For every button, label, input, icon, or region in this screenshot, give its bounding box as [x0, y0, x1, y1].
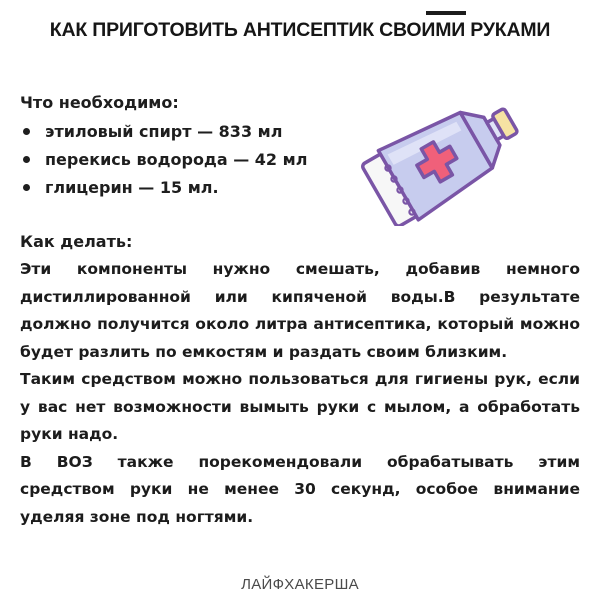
method-text [20, 256, 580, 531]
top-rule [426, 11, 466, 15]
ingredient-text: перекись водорода — 42 мл [45, 150, 308, 169]
brand-footer: ЛАЙФХАКЕРША [241, 576, 359, 593]
ingredient-text: глицерин — 15 мл. [45, 178, 219, 197]
paragraph: Таким средством можно пользоваться для гигиены рук, если у вас нет возможности вымыть руки с мылом, а обработать руки надо. [20, 370, 580, 443]
paragraph: Эти компоненты нужно смешать, добавив немного дистиллированной или кипяченой воды.В результате должно получится около литра антисептика, который можно будет разлить по емкостям и раздать своим близким. [20, 260, 580, 361]
ingredients-heading: Что необходимо: [20, 93, 179, 112]
bullet-icon [23, 156, 30, 163]
paragraph: В ВОЗ также порекомендовали обрабатывать этим средством руки не менее 30 секунд, особое внимание уделяя зоне под ногтями. [20, 452, 580, 526]
page-title: КАК ПРИГОТОВИТЬ АНТИСЕПТИК СВОИМИ РУКАМИ [49, 19, 551, 41]
ingredients-list [20, 121, 307, 205]
bullet-icon [23, 128, 30, 135]
list-item [20, 121, 307, 149]
bullet-icon [23, 184, 30, 191]
ointment-tube-icon [360, 76, 530, 226]
method-heading: Как делать: [20, 232, 133, 251]
list-item [20, 149, 307, 177]
list-item [20, 177, 307, 205]
ingredient-text: этиловый спирт — 833 мл [45, 122, 283, 141]
